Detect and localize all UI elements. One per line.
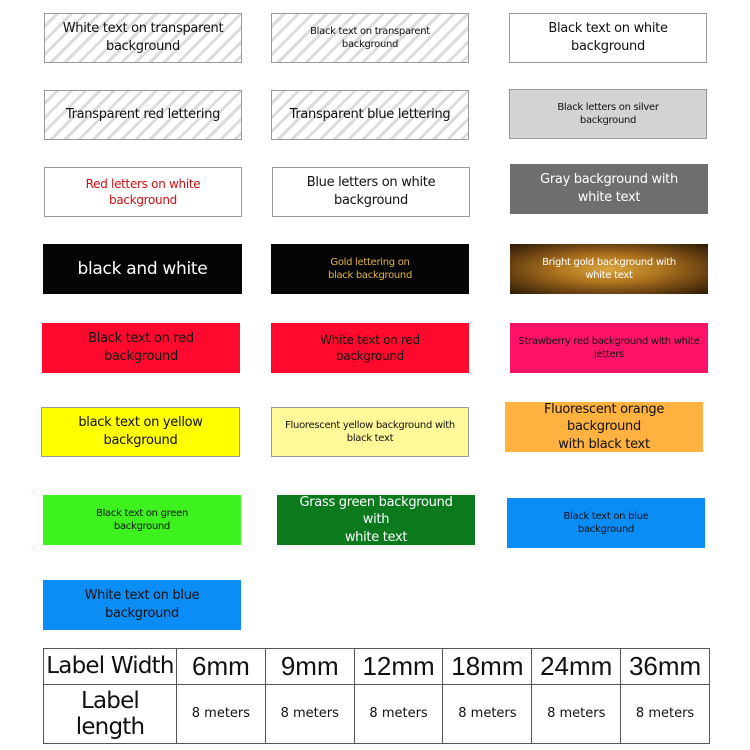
- swatch-label: Red letters on white background: [85, 176, 201, 207]
- length-cell: 8 meters: [354, 684, 443, 743]
- swatch-label: Blue letters on white background: [306, 175, 436, 208]
- label-swatch: [271, 407, 469, 457]
- swatch-label: Black text on transparent background: [310, 25, 430, 50]
- label-swatch: [510, 323, 708, 373]
- length-cell: 8 meters: [265, 684, 354, 743]
- swatch-label: black and white: [77, 258, 208, 279]
- length-cell: 8 meters: [443, 684, 532, 743]
- label-swatch: [43, 244, 242, 294]
- length-cell: 8 meters: [532, 684, 621, 743]
- swatch-label: Bright gold background with white text: [542, 256, 676, 281]
- label-swatch: [510, 164, 708, 214]
- swatch-label: White text on transparent background: [62, 21, 224, 54]
- width-cell: 6mm: [177, 649, 266, 685]
- width-cell: 36mm: [621, 649, 710, 685]
- label-swatch: [44, 13, 242, 63]
- label-spec-table: [43, 648, 710, 744]
- label-width-header: Label Width: [44, 649, 177, 685]
- label-swatch: [277, 495, 475, 545]
- length-cell: 8 meters: [177, 684, 266, 743]
- swatch-label: Fluorescent yellow background with black text: [285, 419, 455, 444]
- label-swatch: [44, 90, 242, 140]
- swatch-label: Gold lettering on black background: [327, 256, 413, 281]
- label-swatch: [272, 167, 470, 217]
- swatch-label: Black text on red background: [88, 331, 194, 364]
- label-swatch: [41, 407, 240, 457]
- swatch-label: Black text on white background: [548, 21, 668, 54]
- swatch-label: Black text on blue background: [563, 510, 649, 535]
- label-swatch: [509, 89, 707, 139]
- label-swatch: [42, 323, 240, 373]
- width-row: [44, 649, 710, 685]
- label-swatch: [509, 13, 707, 63]
- swatch-label: White text on blue background: [84, 588, 200, 621]
- swatch-label: Black text on green background: [96, 507, 188, 532]
- label-swatch: [271, 244, 469, 294]
- swatch-label: Transparent red lettering: [65, 107, 221, 123]
- label-swatch: [271, 90, 469, 140]
- label-swatch: [507, 498, 705, 548]
- length-row: [44, 684, 710, 743]
- label-swatch: [510, 244, 708, 294]
- width-cell: 24mm: [532, 649, 621, 685]
- swatch-label: Black letters on silver background: [557, 101, 659, 126]
- label-swatch: [44, 167, 242, 217]
- label-swatch: [505, 402, 703, 452]
- label-swatch: [271, 13, 469, 63]
- length-cell: 8 meters: [621, 684, 710, 743]
- swatch-label: Grass green background with white text: [299, 494, 453, 545]
- label-length-header: Label length: [44, 684, 177, 743]
- swatch-label: Gray background with white text: [540, 172, 678, 205]
- width-cell: 9mm: [265, 649, 354, 685]
- width-cell: 18mm: [443, 649, 532, 685]
- swatch-label: Fluorescent orange background with black text: [543, 401, 665, 452]
- label-swatch: [43, 495, 241, 545]
- label-swatch: [271, 323, 469, 373]
- swatch-label: Transparent blue lettering: [289, 107, 451, 123]
- label-swatch: [43, 580, 241, 630]
- width-cell: 12mm: [354, 649, 443, 685]
- swatch-label: black text on yellow background: [78, 415, 203, 448]
- swatch-label: White text on red background: [320, 332, 420, 363]
- swatch-label: Strawberry red background with white letters: [518, 335, 700, 360]
